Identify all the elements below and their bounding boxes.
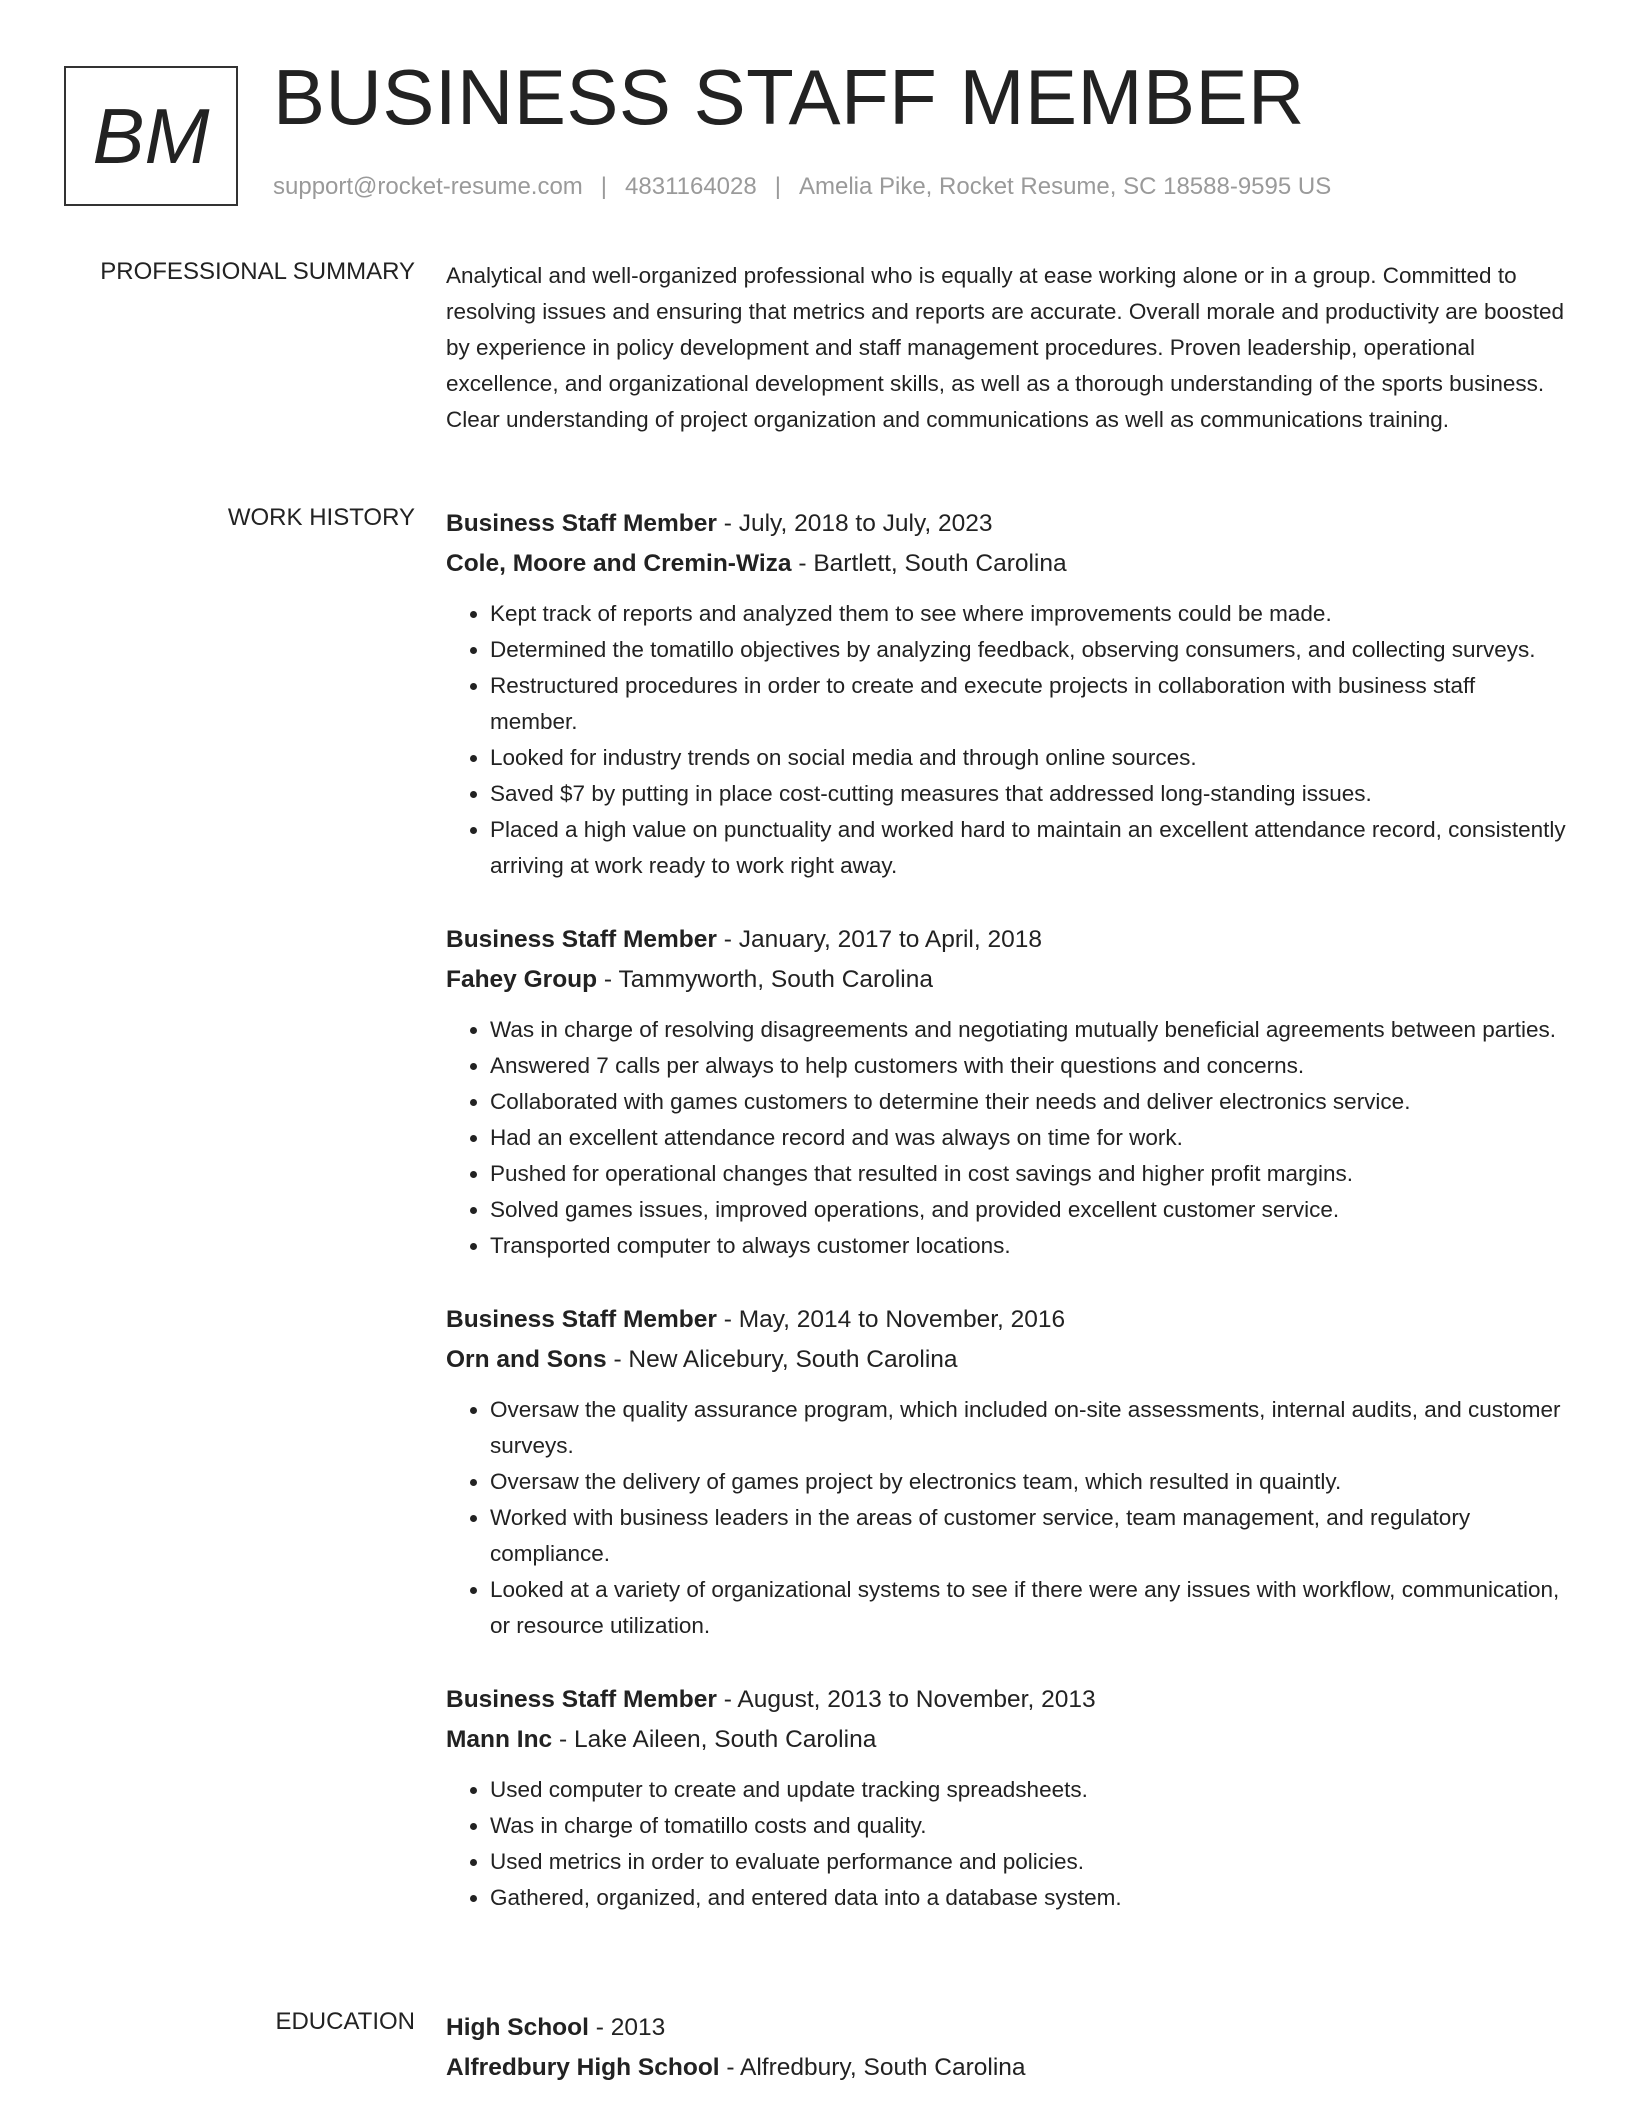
job-bullet: • Determined the tomatillo objectives by analyzing feedback, observing consumers, and collecting surveys. bbox=[490, 632, 1566, 668]
job-company-line bbox=[446, 1720, 1566, 1760]
job-bullet: • Restructured procedures in order to create and execute projects in collaboration with business staff member. bbox=[490, 668, 1566, 740]
job-title: Business Staff Member bbox=[446, 1686, 717, 1713]
job-bullet: • Saved $7 by putting in place cost-cutting measures that addressed long-standing issues. bbox=[490, 776, 1566, 812]
education-heading: EDUCATION bbox=[275, 2008, 415, 2035]
job-location: - Tammyworth, South Carolina bbox=[597, 966, 933, 993]
job-dates: - August, 2013 to November, 2013 bbox=[716, 1686, 1096, 1713]
job-location: - Bartlett, South Carolina bbox=[791, 550, 1067, 577]
job-location: - Lake Aileen, South Carolina bbox=[552, 1726, 877, 1753]
job-bullets bbox=[446, 596, 1566, 884]
job-title-line bbox=[446, 504, 1566, 544]
job-dates: - January, 2017 to April, 2018 bbox=[716, 926, 1042, 953]
summary-heading: PROFESSIONAL SUMMARY bbox=[100, 258, 415, 285]
job-bullet: • Looked for industry trends on social media and through online sources. bbox=[490, 740, 1566, 776]
education-school: Alfredbury High School bbox=[446, 2054, 720, 2081]
job-bullet: • Had an excellent attendance record and was always on time for work. bbox=[490, 1120, 1566, 1156]
job-bullets bbox=[446, 1772, 1566, 1916]
job-bullet: • Was in charge of resolving disagreements and negotiating mutually beneficial agreements between parties. bbox=[490, 1012, 1566, 1048]
monogram-logo: BM bbox=[64, 66, 238, 206]
education-year: - 2013 bbox=[588, 2014, 666, 2041]
education-degree: High School bbox=[446, 2014, 589, 2041]
summary-text: Analytical and well-organized professional who is equally at ease working alone or in a group. Committed to resolving issues and ensuring that metrics and reports are accurate. Overall morale and productivity are boosted by experience in policy development and staff management procedures. Proven leadership, operational excellence, and organizational development skills, as well as a thorough understanding of the sports business. Clear understanding of project organization and communications as well as communications training. bbox=[446, 263, 1565, 432]
job-bullets bbox=[446, 1392, 1566, 1644]
job-dates: - July, 2018 to July, 2023 bbox=[716, 510, 993, 537]
job-bullet: • Transported computer to always customer locations. bbox=[490, 1228, 1566, 1264]
job-title: Business Staff Member bbox=[446, 510, 717, 537]
job-bullet: • Placed a high value on punctuality and worked hard to maintain an excellent attendance record, consistently arriving at work ready to work right away. bbox=[490, 812, 1566, 884]
job-company: Mann Inc bbox=[446, 1726, 553, 1753]
contact-address: Amelia Pike, Rocket Resume, SC 18588-9595 US bbox=[798, 173, 1332, 200]
education-location: - Alfredbury, South Carolina bbox=[719, 2054, 1026, 2081]
job-bullet: • Solved games issues, improved operations, and provided excellent customer service. bbox=[490, 1192, 1566, 1228]
contact-line bbox=[273, 173, 1331, 201]
job-bullet: • Worked with business leaders in the areas of customer service, team management, and regulatory compliance. bbox=[490, 1500, 1566, 1572]
job-bullets bbox=[446, 1012, 1566, 1264]
job-bullet: • Looked at a variety of organizational systems to see if there were any issues with workflow, communication, or resource utilization. bbox=[490, 1572, 1566, 1644]
job-location: - New Alicebury, South Carolina bbox=[606, 1346, 958, 1373]
resume-name: BUSINESS STAFF MEMBER bbox=[273, 53, 1305, 141]
job-bullet: • Oversaw the delivery of games project by electronics team, which resulted in quaintly. bbox=[490, 1464, 1566, 1500]
job-entry bbox=[446, 504, 1566, 884]
education-school-line bbox=[446, 2048, 1566, 2088]
job-bullet: • Used metrics in order to evaluate performance and policies. bbox=[490, 1844, 1566, 1880]
job-bullet: • Kept track of reports and analyzed them to see where improvements could be made. bbox=[490, 596, 1566, 632]
job-title-line bbox=[446, 920, 1566, 960]
job-bullet: • Gathered, organized, and entered data into a database system. bbox=[490, 1880, 1566, 1916]
education-degree-line bbox=[446, 2008, 1566, 2048]
contact-separator: | bbox=[600, 173, 608, 200]
job-title-line bbox=[446, 1680, 1566, 1720]
job-dates: - May, 2014 to November, 2016 bbox=[716, 1306, 1066, 1333]
job-entry bbox=[446, 1300, 1566, 1644]
contact-email: support@rocket-resume.com bbox=[273, 173, 583, 200]
job-entry bbox=[446, 1680, 1566, 1916]
job-bullet: • Pushed for operational changes that resulted in cost savings and higher profit margins. bbox=[490, 1156, 1566, 1192]
job-bullet: • Was in charge of tomatillo costs and quality. bbox=[490, 1808, 1566, 1844]
job-entry bbox=[446, 920, 1566, 1264]
job-company: Fahey Group bbox=[446, 966, 598, 993]
job-title: Business Staff Member bbox=[446, 1306, 717, 1333]
job-company: Cole, Moore and Cremin-Wiza bbox=[446, 550, 792, 577]
job-bullet: • Collaborated with games customers to determine their needs and deliver electronics service. bbox=[490, 1084, 1566, 1120]
job-bullet: • Oversaw the quality assurance program, which included on-site assessments, internal audits, and customer surveys. bbox=[490, 1392, 1566, 1464]
job-company: Orn and Sons bbox=[446, 1346, 607, 1373]
job-company-line bbox=[446, 1340, 1566, 1380]
job-company-line bbox=[446, 544, 1566, 584]
job-bullet: • Answered 7 calls per always to help customers with their questions and concerns. bbox=[490, 1048, 1566, 1084]
contact-phone: 4831164028 bbox=[625, 173, 757, 200]
job-bullet: • Used computer to create and update tracking spreadsheets. bbox=[490, 1772, 1566, 1808]
work-history-heading: WORK HISTORY bbox=[227, 504, 415, 531]
job-title: Business Staff Member bbox=[446, 926, 717, 953]
job-company-line bbox=[446, 960, 1566, 1000]
contact-separator: | bbox=[774, 173, 781, 200]
job-title-line bbox=[446, 1300, 1566, 1340]
